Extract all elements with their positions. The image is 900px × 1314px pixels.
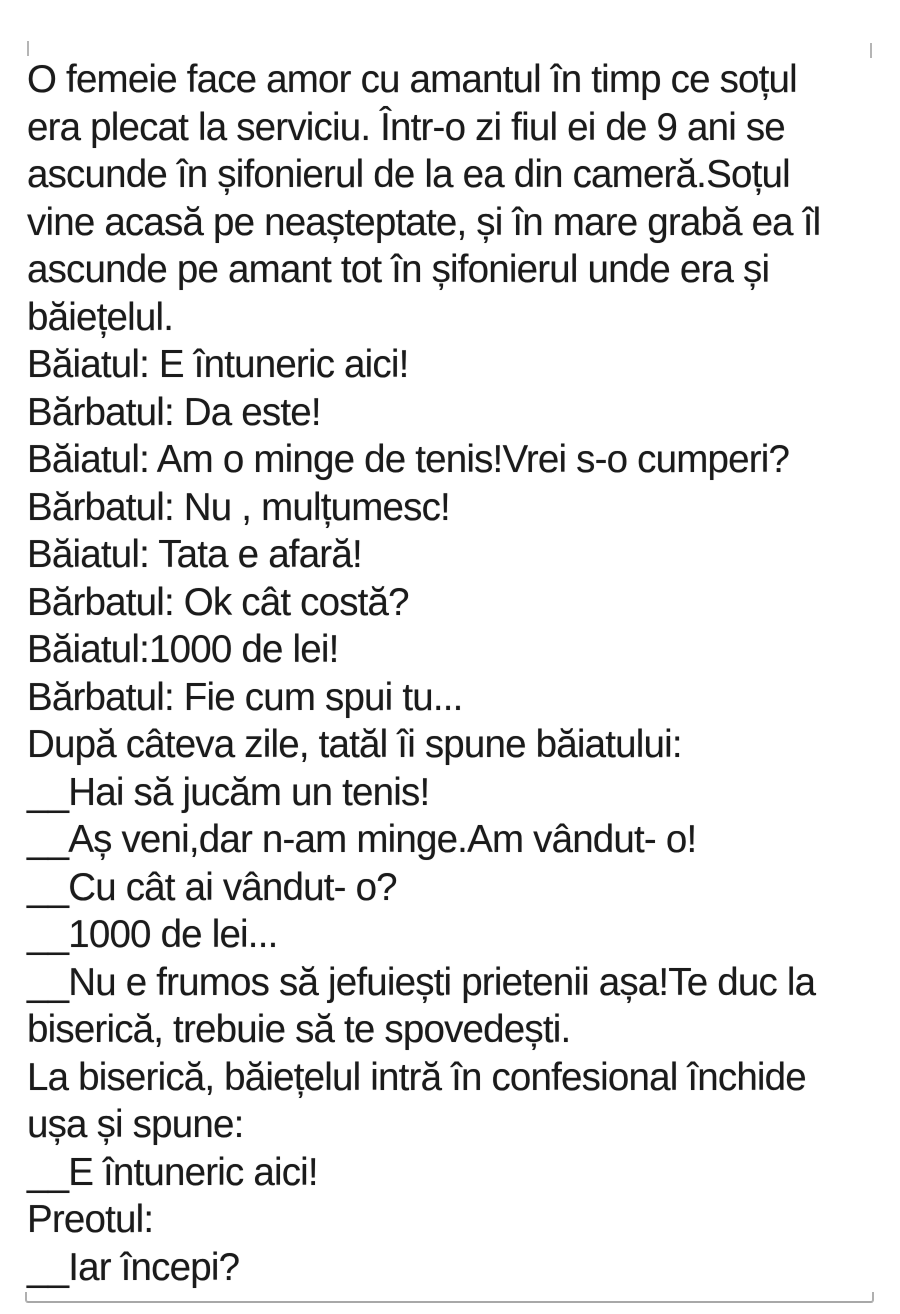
text-line: Bărbatul: Nu , mulțumesc! [27, 485, 450, 529]
text-line: După câteva zile, tatăl îi spune băiatului: [27, 723, 682, 766]
bottom-screenshot-border [25, 1292, 874, 1303]
text-line: Bărbatul: Ok cât costă? [27, 580, 409, 624]
text-line: Băiatul: Am o minge de tenis!Vrei s-o cumperi? [27, 438, 790, 481]
text-line: biserică, trebuie să te spovedești. [27, 1008, 571, 1051]
text-line: __Aș veni,dar n-am minge.Am vândut- o! [27, 818, 697, 861]
text-line: ascunde pe amant tot în șifonierul unde era și [27, 248, 770, 291]
text-line: Băiatul: Tata e afară! [27, 533, 362, 576]
text-line: __Hai să jucăm un tenis! [27, 770, 430, 814]
joke-text-block [27, 56, 887, 1291]
text-line: __Cu cât ai vândut- o? [27, 865, 397, 909]
text-line: Preotul: [27, 1198, 154, 1241]
text-line: era plecat la serviciu. Într-o zi fiul ei de 9 ani se [27, 105, 785, 149]
text-line: ușa și spune: [27, 1103, 244, 1146]
text-line: La biserică, băiețelul intră în confesional închide [27, 1055, 806, 1099]
text-line: __1000 de lei... [27, 913, 278, 956]
text-line: __Iar începi? [27, 1245, 240, 1289]
text-line: ascunde în șifonierul de la ea din cameră.Soțul [27, 153, 790, 196]
text-line: O femeie face amor cu amantul în timp ce soțul [27, 58, 797, 101]
top-left-edge-tick [27, 41, 29, 56]
text-line: vine acasă pe neașteptate, și în mare grabă ea îl [27, 200, 821, 244]
text-line: Bărbatul: Fie cum spui tu... [27, 675, 463, 719]
text-line: Băiatul: E întuneric aici! [27, 343, 409, 386]
text-line: Bărbatul: Da este! [27, 390, 321, 434]
text-line: băiețelul. [27, 295, 174, 339]
text-line: __Nu e frumos să jefuiești prietenii așa!Te duc la [27, 960, 816, 1004]
text-line: __E întuneric aici! [27, 1150, 318, 1194]
text-line: Băiatul:1000 de lei! [27, 628, 339, 671]
